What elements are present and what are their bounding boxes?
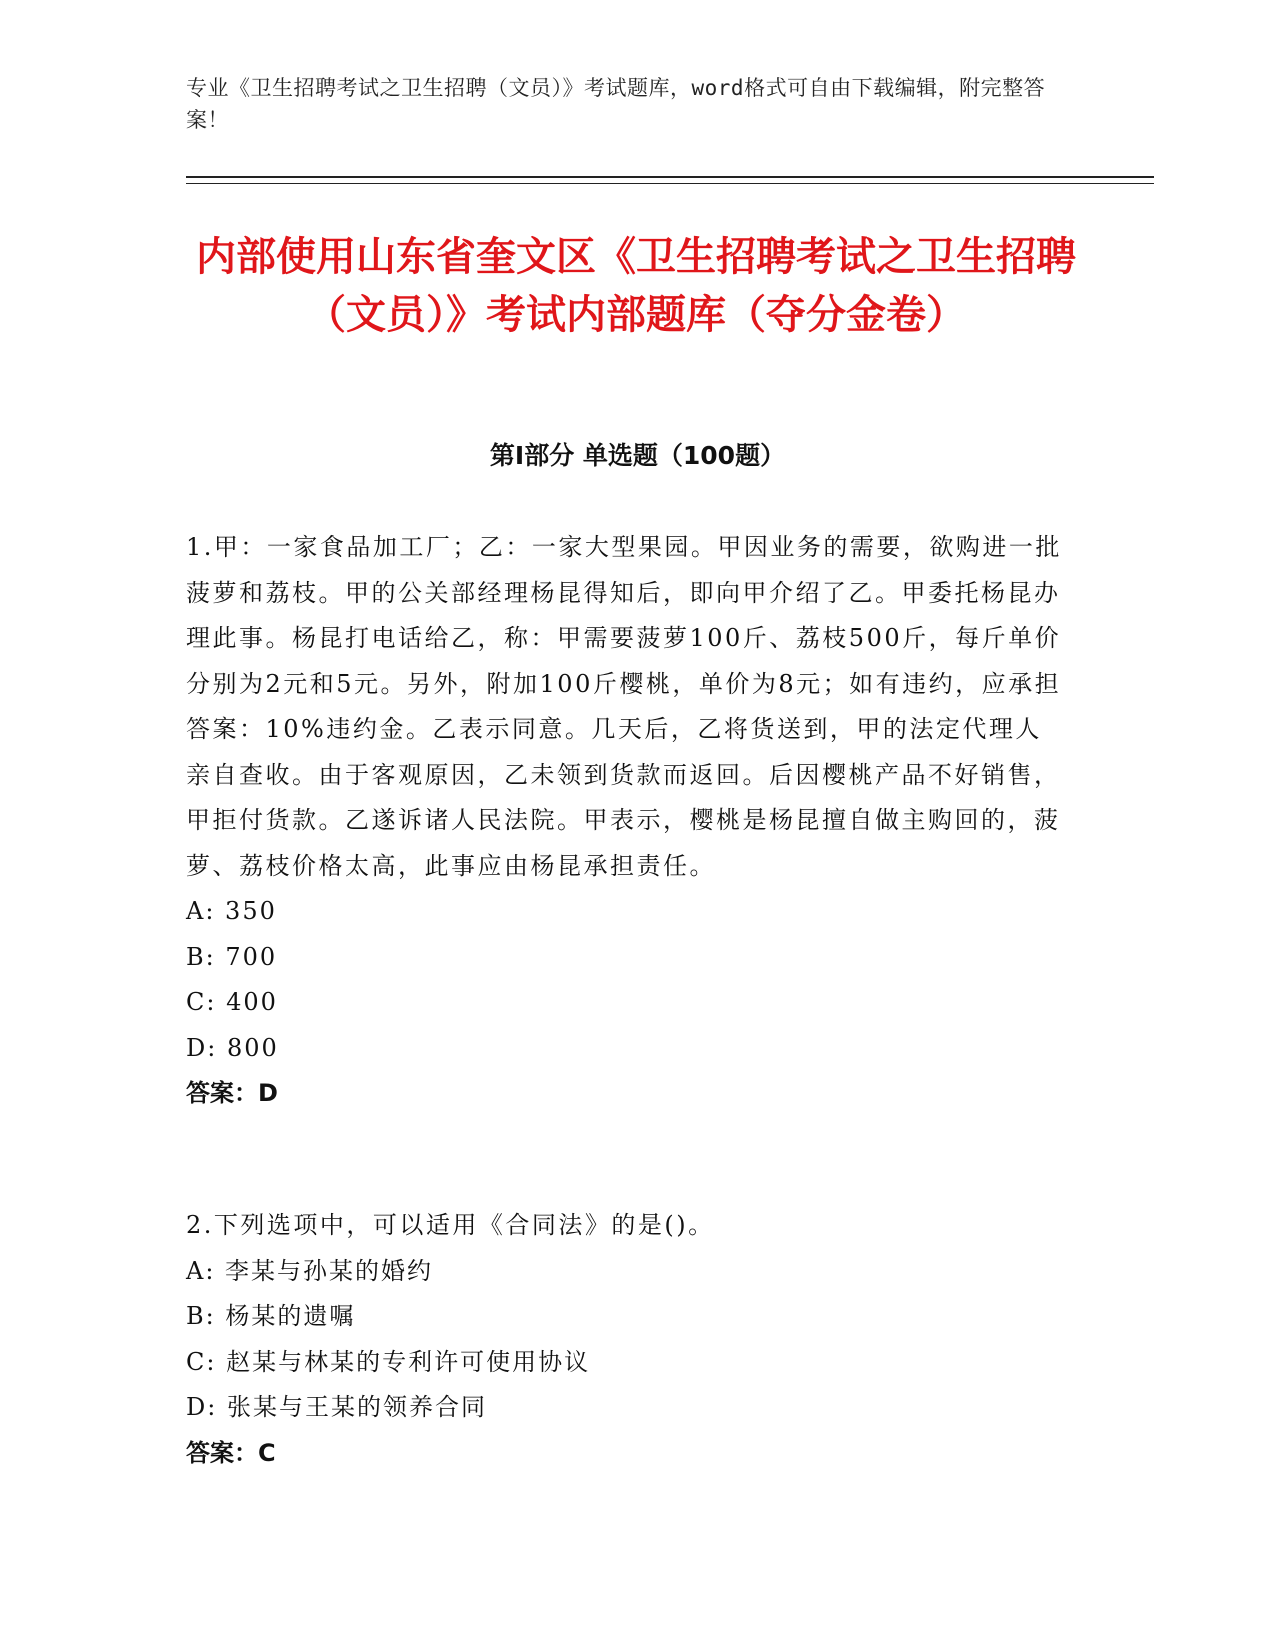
- option-b: B: 700: [186, 942, 278, 971]
- section-heading: 第I部分 单选题（100题）: [489, 441, 786, 470]
- document-title: 内部使用山东省奎文区《卫生招聘考试之卫生招聘（文员）》考试内部题库（夺分金卷）: [196, 234, 1076, 338]
- option-c: C: 赵某与林某的专利许可使用协议: [186, 1347, 591, 1376]
- header-rule-thin: [186, 183, 1154, 184]
- option-b: B: 杨某的遗嘱: [186, 1302, 356, 1330]
- question-stem: 1.甲：一家食品加工厂；乙：一家大型果园。甲因业务的需要，欲购进一批菠萝和荔枝。甲的公关部经理杨昆得知后，即向甲介绍了乙。甲委托杨昆办理此事。杨昆打电话给乙，称：甲需要菠萝100斤、荔枝500斤，每斤单价分别为2元和5元。另外，附加100斤樱桃，单价为8元；如有违约，应承担答案：10%违约金。乙表示同意。几天后，乙将货送到，甲的法定代理人亲自查收。由于客观原因，乙未领到货款而返回。后因樱桃产品不好销售，甲拒付货款。乙遂诉诸人民法院。甲表示，樱桃是杨昆擅自做主购回的，菠萝、荔枝价格太高，此事应由杨昆承担责任。: [186, 533, 1062, 880]
- header-rule-thick: [186, 176, 1154, 178]
- option-c: C: 400: [186, 988, 278, 1016]
- answer: 答案：D: [186, 1079, 278, 1107]
- option-a: A: 350: [186, 897, 277, 925]
- header-note: 专业《卫生招聘考试之卫生招聘（文员）》考试题库，word格式可自由下载编辑，附完整答案！: [186, 76, 1046, 132]
- question-stem: 2.下列选项中，可以适用《合同法》的是()。: [186, 1211, 715, 1239]
- question-2: [186, 1203, 1066, 1476]
- question-1: [186, 525, 1066, 1117]
- option-d: D: 800: [186, 1033, 279, 1062]
- answer: 答案：C: [186, 1438, 276, 1467]
- option-d: D: 张某与王某的领养合同: [186, 1393, 487, 1421]
- option-a: A: 李某与孙某的婚约: [186, 1256, 434, 1285]
